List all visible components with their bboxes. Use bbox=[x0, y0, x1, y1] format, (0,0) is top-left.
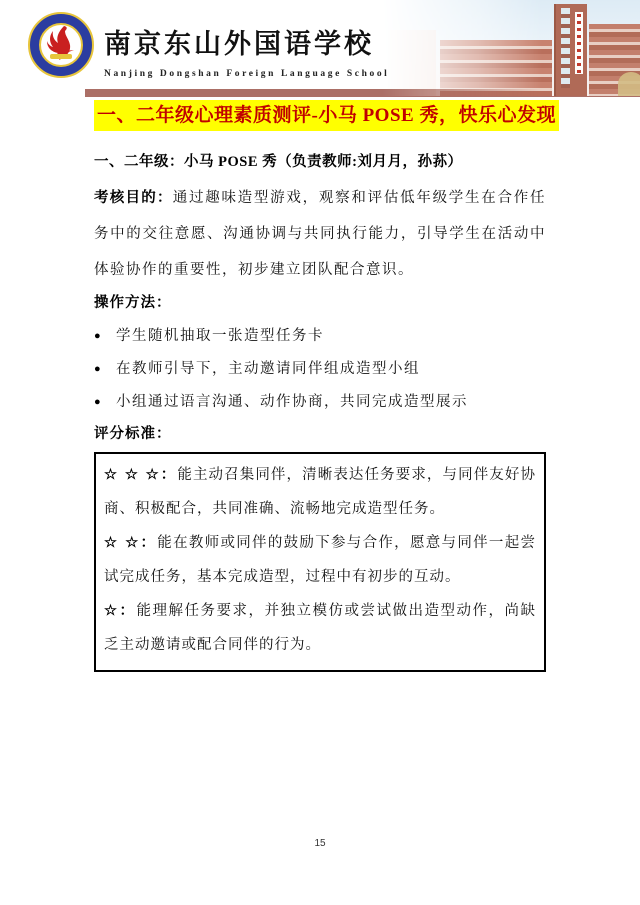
campus-tower bbox=[554, 4, 587, 96]
scoring-item-two-stars bbox=[104, 526, 536, 594]
scoring-item-three-stars bbox=[104, 458, 536, 526]
purpose-label: 考核目的： bbox=[94, 190, 173, 206]
method-item-text: 小组通过语言沟通、动作协商，共同完成造型展示 bbox=[116, 394, 468, 410]
method-item-text: 学生随机抽取一张造型任务卡 bbox=[116, 328, 324, 344]
assessment-purpose-paragraph bbox=[94, 180, 546, 288]
list-item bbox=[94, 320, 546, 353]
bullet-icon: ● bbox=[94, 396, 103, 408]
bullet-icon: ● bbox=[94, 363, 103, 375]
school-logo bbox=[28, 12, 94, 78]
campus-building-main bbox=[440, 40, 552, 96]
document-body bbox=[94, 100, 556, 672]
tower-name-sign bbox=[575, 12, 583, 74]
school-logo-center bbox=[39, 23, 83, 67]
two-star-rating-icon: ☆ ☆： bbox=[104, 535, 158, 551]
scoring-label: 评分标准： bbox=[94, 426, 172, 442]
school-name-block bbox=[104, 22, 389, 79]
scoring-criteria-box bbox=[94, 452, 546, 672]
school-letterhead bbox=[0, 0, 640, 97]
scoring-item-one-star bbox=[104, 594, 536, 662]
campus-building-faded bbox=[388, 30, 436, 96]
logo-banner-ribbon bbox=[50, 54, 72, 59]
method-list bbox=[94, 320, 546, 419]
phoenix-bird-icon bbox=[44, 24, 78, 67]
page-number: 15 bbox=[314, 838, 326, 849]
scoring-item-text: 能理解任务要求，并独立模仿或尝试做出造型动作，尚缺乏主动邀请或配合同伴的行为。 bbox=[104, 603, 536, 653]
tower-windows bbox=[561, 8, 570, 88]
bullet-icon: ● bbox=[94, 330, 103, 342]
method-label: 操作方法： bbox=[94, 295, 172, 311]
scoring-item-text: 能主动召集同伴，清晰表达任务要求，与同伴友好协商、积极配合，共同准确、流畅地完成造型任务。 bbox=[104, 467, 537, 517]
one-star-rating-icon: ☆： bbox=[104, 603, 137, 619]
campus-tree bbox=[618, 72, 640, 96]
campus-photo bbox=[382, 0, 640, 96]
activity-subtitle: 一、二年级：小马 POSE 秀（负责教师:刘月月，孙荪） bbox=[94, 154, 463, 170]
page-title: 一、二年级心理素质测评-小马 POSE 秀，快乐心发现 bbox=[94, 100, 559, 131]
list-item bbox=[94, 353, 546, 386]
list-item bbox=[94, 386, 546, 419]
scoring-item-text: 能在教师或同伴的鼓励下参与合作，愿意与同伴一起尝试完成任务，基本完成造型，过程中有初步的互动。 bbox=[104, 535, 537, 585]
purpose-text: 通过趣味造型游戏，观察和评估低年级学生在合作任务中的交往意愿、沟通协调与共同执行能力，引导学生在活动中体验协作的重要性，初步建立团队配合意识。 bbox=[94, 190, 547, 278]
three-star-rating-icon: ☆ ☆ ☆： bbox=[104, 467, 178, 483]
school-name-chinese: 南京东山外国语学校 bbox=[104, 29, 374, 59]
method-item-text: 在教师引导下，主动邀请同伴组成造型小组 bbox=[116, 361, 420, 377]
school-name-english: Nanjing Dongshan Foreign Language School bbox=[104, 69, 390, 79]
